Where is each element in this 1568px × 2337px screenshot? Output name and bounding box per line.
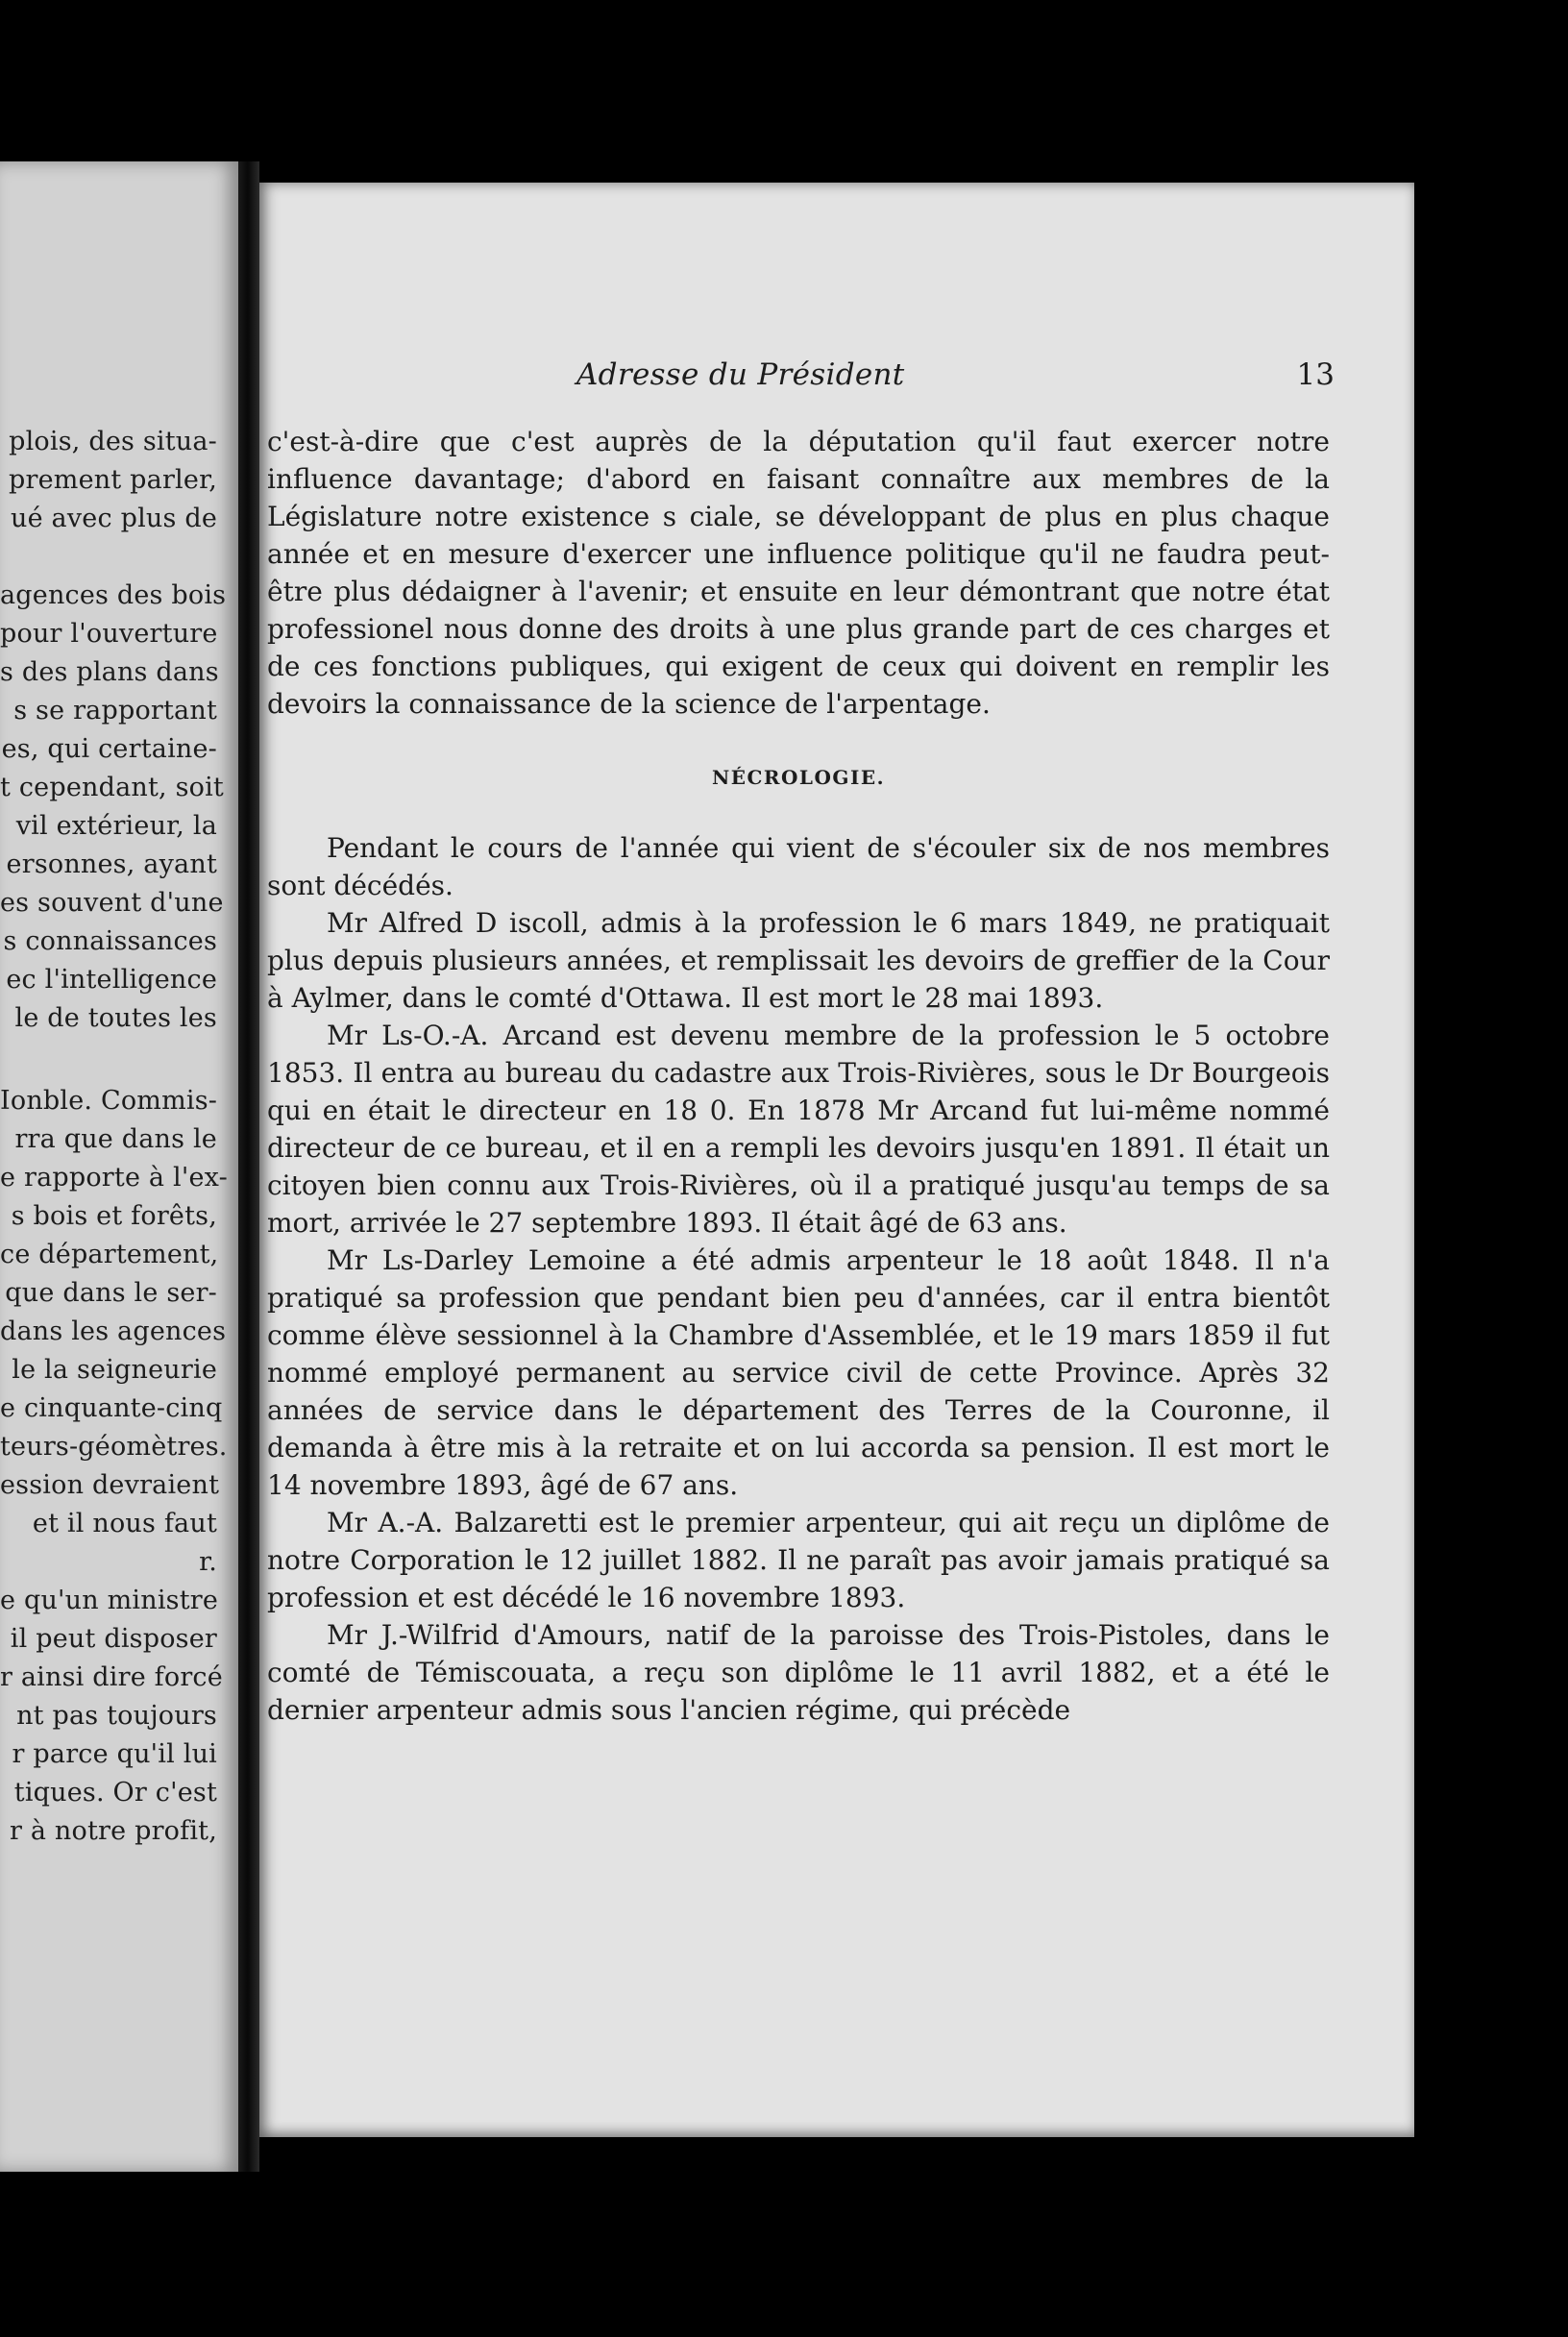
left-line: pour l'ouverture (0, 619, 218, 649)
left-line: dans les agences (0, 1316, 227, 1346)
left-line: s se rapportant (13, 696, 217, 726)
left-line: que dans le ser- (5, 1278, 217, 1308)
paragraph: Pendant le cours de l'année qui vient de s'écouler six de nos membres sont décédés. (267, 832, 1330, 901)
left-page-lines (0, 423, 228, 1851)
left-line: ce département, (0, 1240, 219, 1269)
left-line: le la seigneurie (12, 1355, 217, 1385)
left-line: vil extérieur, la (15, 811, 217, 841)
left-line: s bois et forêts, (11, 1201, 217, 1231)
left-line: prement parler, (9, 465, 217, 495)
intro-paragraph: c'est-à-dire que c'est auprès de la députation qu'il faut exercer notre influence davantage; d'abord en faisant connaître aux membres de la Législature notre existence s ciale, se développant de plus en plus chaque année et en mesure d'exercer une influence politique qu'il ne faudra peut-être plus dédaigner à l'avenir; et ensuite en leur démontrant que notre état professionel nous donne des droits à une plus grande part de ces charges et de ces fonctions publiques, qui exigent de ceux qui doivent en remplir les devoirs la connaissance de la science de l'arpentage. (267, 426, 1330, 720)
paragraph: Mr Ls-O.-A. Arcand est devenu membre de la profession le 5 octobre 1853. Il entra au bureau du cadastre aux Trois-Rivières, sous le Dr Bourgeois qui en était le directeur en 18 0. En 1878 Mr Arcand fut lui-même nommé directeur de ce bureau, et il en a rempli les devoirs jusqu'en 1891. Il était un citoyen bien connu aux Trois-Rivières, où il a pratiqué jusqu'au temps de sa mort, arrivée le 27 septembre 1893. Il était âgé de 63 ans. (267, 1020, 1330, 1239)
left-line: tiques. Or c'est (13, 1778, 217, 1808)
left-line: le de toutes les (14, 1003, 217, 1033)
left-page-fragment (0, 161, 238, 2172)
left-line: rra que dans le (14, 1124, 217, 1154)
left-line: teurs-géomètres. (0, 1432, 228, 1462)
left-line: es, qui certaine- (1, 734, 217, 764)
left-line: e qu'un ministre (0, 1586, 219, 1615)
left-line: t cependant, soit (0, 773, 224, 802)
left-line: r à notre profit, (9, 1816, 217, 1846)
left-line: r. (199, 1547, 217, 1577)
left-line: Ionble. Commis- (0, 1086, 218, 1116)
left-line: s des plans dans (0, 657, 219, 687)
running-title: Adresse du Président (576, 357, 905, 392)
left-line: plois, des situa- (9, 427, 217, 456)
paragraph: Mr Alfred D iscoll, admis à la profession le 6 mars 1849, ne pratiquait plus depuis plusieurs années, et remplissait les devoirs de greffier de la Cour à Aylmer, dans le comté d'Ottawa. Il est mort le 28 mai 1893. (267, 907, 1330, 1014)
left-line (0, 1038, 217, 1082)
left-line: r ainsi dire forcé (0, 1662, 223, 1692)
left-line (0, 538, 217, 577)
left-line: ession devraient (0, 1470, 220, 1500)
left-line: agences des bois (0, 580, 227, 610)
right-page (259, 183, 1414, 2137)
left-line: e rapporte à l'ex- (0, 1163, 228, 1193)
left-line: ersonnes, ayant (6, 849, 217, 879)
left-line: e cinquante-cinq (0, 1393, 223, 1423)
book-gutter (238, 161, 259, 2172)
page-body (267, 423, 1330, 1729)
left-line: es souvent d'une (0, 888, 224, 918)
running-head (259, 357, 1414, 400)
left-line: et il nous faut (32, 1509, 217, 1538)
left-line: r parce qu'il lui (12, 1739, 217, 1769)
left-line: nt pas toujours (16, 1701, 217, 1731)
left-line: s connaissances (3, 926, 217, 956)
section-title: NÉCROLOGIE. (711, 766, 886, 789)
left-line: ué avec plus de (11, 504, 217, 533)
left-line: il peut disposer (10, 1624, 217, 1654)
page-number: 13 (1296, 357, 1335, 392)
paragraph: Mr J.-Wilfrid d'Amours, natif de la paroisse des Trois-Pistoles, dans le comté de Témiscouata, a reçu son diplôme le 11 avril 1882, et a été le dernier arpenteur admis sous l'ancien régime, qui précède (267, 1619, 1330, 1726)
paragraph: Mr A.-A. Balzaretti est le premier arpenteur, qui ait reçu un diplôme de notre Corporation le 12 juillet 1882. Il ne paraît pas avoir jamais pratiqué sa profession et est décédé le 16 novembre 1893. (267, 1507, 1330, 1613)
paragraph: Mr Ls-Darley Lemoine a été admis arpenteur le 18 août 1848. Il n'a pratiqué sa profession que pendant bien peu d'années, car il entra bientôt comme élève sessionnel à la Chambre d'Assemblée, et le 19 mars 1859 il fut nommé employé permanent au service civil de cette Province. Après 32 années de service dans le département des Terres de la Couronne, il demanda à être mis à la retraite et on lui accorda sa pension. Il est mort le 14 novembre 1893, âgé de 67 ans. (267, 1244, 1330, 1501)
left-line: ec l'intelligence (6, 965, 217, 995)
